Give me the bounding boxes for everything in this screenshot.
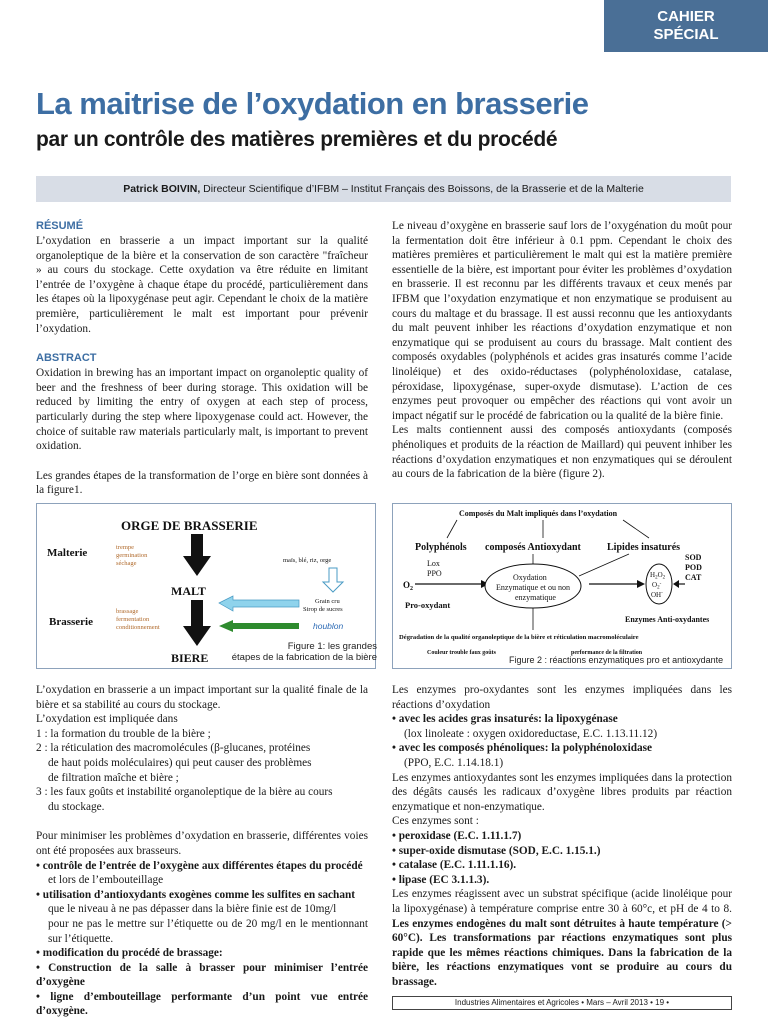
right-column-top	[392, 219, 732, 482]
fig2-antioxydant: composés Antioxydant	[485, 542, 581, 553]
fig2-pod: POD	[685, 563, 702, 572]
fig1-arrow-adjunct-down	[323, 568, 343, 592]
lower-right-p4d: chimiques. Dans la fabrication de la bière, les réactions enzymatiques vont se produire au cours du brassage.	[392, 946, 733, 988]
fig2-oh: OH-	[651, 591, 663, 599]
resume-heading: RÉSUMÉ	[36, 220, 84, 232]
lower-left-b4: • Construction de la salle à brasser pour minimiser l’entrée d’oxygène	[36, 961, 368, 989]
lower-right-z4: • lipase (EC 3.1.1.3).	[392, 873, 490, 886]
fig1-brasserie: Brasserie	[49, 616, 93, 628]
fig1-arrow-light	[219, 596, 299, 611]
lower-right-e1s: (lox linoleate : oxygen oxidoreductase, E.C. 1.13.11.12)	[404, 727, 658, 740]
lower-left-b5: • ligne d’embouteillage performante d’un point vue entrée d’oxygène.	[36, 990, 368, 1018]
lower-right-e2: • avec les composés phénoliques: la polyphénoloxidase	[392, 742, 653, 755]
fig2-oval-line1: Oxydation	[513, 573, 547, 582]
fig2-bottom2: performance de la filtration	[571, 650, 643, 656]
lower-left-b1a: • contrôle de l’entrée de l’oxygène aux différentes étapes du procédé	[36, 859, 363, 872]
fig2-anti-oxydantes: Enzymes Anti-oxydantes	[625, 615, 710, 624]
fig2-cat: CAT	[685, 573, 702, 582]
lower-right-p3: Ces enzymes sont :	[392, 815, 479, 828]
article-title: La maitrise de l’oxydation en brasserie	[36, 86, 589, 121]
lower-left-l2a: 2 : la réticulation des macromolécules (β-glucanes, protéines	[36, 742, 311, 755]
left-column-top	[36, 219, 368, 498]
fig2-degradation: Dégradation de la qualité organoleptique de la bière et réticulation macromoléculaire	[399, 634, 639, 641]
lower-right-z2: • super-oxide dismutase (SOD, E.C. 1.15.1.)	[392, 844, 601, 857]
lower-right-e2s: (PPO, E.C. 1.14.18.1)	[404, 756, 504, 769]
fig1-adjuncts: maïs, blé, riz, orge	[283, 557, 332, 564]
fig2-arrow-ros-head	[637, 580, 645, 588]
fig2-o2minus-symbol: O	[652, 581, 658, 589]
fig1-biere: BIERE	[171, 651, 209, 665]
lower-left-l3a: 3 : les faux goûts et instabilité organoleptique de la bière au cours	[36, 786, 333, 799]
fig1-arrow-down-2	[183, 600, 211, 646]
fig1-step-trempe: trempe	[116, 544, 135, 551]
figure2-box	[392, 503, 732, 669]
fig1-caption-2	[217, 652, 377, 663]
lower-right-e1: • avec les acides gras insaturés: la lipoxygénase	[392, 713, 618, 726]
lower-right-p4b: Les enzymes endogènes du malt sont détruites à haute température (> 60°C). Les transformations par	[392, 917, 732, 945]
fig1-step-conditionnement: conditionnement	[116, 624, 160, 631]
article-subtitle: par un contrôle des matières premières et du procédé	[36, 128, 558, 151]
right-column-bottom	[392, 683, 732, 989]
right-para2: Les malts contiennent aussi des composés antioxydants (composés phénoliques et produits de la réaction de Maillard) qui peuvent inhiber les réactions d’oxydation enzymatiques et non enzymatiques qui se déroulent au cours de la fabrication de la bière (figure 2).	[392, 424, 732, 481]
fig2-pro-oxydant: Pro-oxydant	[405, 600, 451, 610]
lower-right-p4c: réactions enzymatiques sont plus rapide que les mêmes réactions	[392, 932, 732, 959]
fig2-sod: SOD	[685, 553, 702, 562]
cahier-label: CAHIER	[657, 8, 715, 25]
fig1-title: ORGE DE BRASSERIE	[121, 518, 258, 533]
lower-left-p1: L’oxydation en brasserie a un impact important sur la qualité finale de la bière et sa stabilité au cours du stockage.	[36, 684, 368, 711]
fig2-lox: Lox	[427, 559, 440, 568]
resume-text: L’oxydation en brasserie a un impact important sur la qualité organoleptique de la bière et la conservation de son caractère "fraîcheur » au cours du stockage. Cette oxydation va être réduite en limitant l’entrée de l’oxygène à chaque étape du procédé, particulièrement dans les étapes où la lipoxygénase peut agir. Cependant le choix de la matière première, particulièrement le malt est important pour prévenir l’oxydation.	[36, 235, 368, 335]
lower-left-b3: • modification du procédé de brassage:	[36, 947, 223, 960]
figure2-diagram	[393, 504, 731, 668]
cahier-special-badge	[604, 0, 768, 52]
fig1-houblon: houblon	[313, 621, 344, 631]
fig2-oval-line3: enzymatique	[515, 593, 556, 602]
fig1-step-fermentation: fermentation	[116, 616, 150, 623]
fig1-grain-line1: Grain cru	[315, 598, 340, 605]
fig2-caption: Figure 2 : réactions enzymatiques pro et antioxydante	[509, 655, 724, 665]
lower-left-l2c: de filtration maîche et bière ;	[48, 771, 179, 784]
lower-right-z3: • catalase (E.C. 1.11.1.16).	[392, 859, 517, 872]
fig1-caption-line2: étapes de la fabrication de la bière	[231, 652, 377, 663]
lower-right-p4	[392, 887, 732, 989]
lower-left-l3b: du stockage.	[48, 800, 105, 813]
fig2-title: Composés du Malt impliqués dans l’oxydation	[459, 509, 618, 518]
fig2-ppo: PPO	[427, 569, 442, 578]
author-affiliation: Directeur Scientifique d’IFBM – Institut Français des Boissons, de la Brasserie et de la Malterie	[200, 183, 644, 195]
fig2-polyphenols: Polyphénols	[415, 542, 467, 553]
lower-left-p3: Pour minimiser les problèmes d’oxydation en brasserie, différentes voies ont été proposées aux brasseurs.	[36, 830, 368, 857]
lower-right-p1: Les enzymes pro-oxydantes sont les enzymes impliquées dans les réactions d’oxydation	[392, 684, 732, 711]
fig1-malterie: Malterie	[47, 547, 88, 559]
abstract-text: Oxidation in brewing has an important impact on organoleptic quality of beer and the freshness of beer during storage. This oxidation will be reduced by limiting the entry of oxygen at each step of process, particularly during the step where lipoxygenase could act. However, the choice of suitable raw materials particularly malt, is important to prevent oxidation.	[36, 367, 368, 453]
fig2-o2-symbol: O	[403, 580, 411, 590]
page-footer: Industries Alimentaires et Agricoles • Mars – Avril 2013 • 19 •	[392, 996, 732, 1010]
fig1-grain-line2: Sirop de sucres	[303, 606, 343, 613]
right-para1: Le niveau d’oxygène en brasserie sauf lors de l’oxygénation du moût pour la fermentation doit être inférieur à 0.1 ppm. Cependant le choix des matières premières et particulièrement le malt qui est la matière première essentielle de la bière, est important pour éviter les problèmes d’oxydation en brasserie. Il est reconnu par les différents travaux et ceux menés par IFBM que l’oxydation enzymatique et non enzymatique se produisent au cours du maltage et du brassage. Il est aussi reconnu que les antioxydants du malt peuvent inhiber les réactions d’oxydation enzymatique et non enzymatique qui se produisent au cours du brassage. Malt contient des composés oxydables (polyphénols et acides gras insaturés comme l’acide linoléique) et des oxido-réductases (polyphénoloxidase, catalase, péroxidase, lipoxygénase, super-oxyde dismutase). L’action de ces enzymes peut provoquer ou empêcher des réactions qui vont avoir un impact négatif sur le procédé de fabrication ou la qualité de la bière finie.	[392, 220, 732, 422]
lower-right-p4a: Les enzymes réagissent avec un substrat spécifique (acide linoléique pour la lipoxygénase) à température comprise entre 30 à 60°c, et pH de 4 to 8.	[392, 888, 732, 915]
lower-right-z1: • peroxidase (E.C. 1.11.1.7)	[392, 829, 522, 842]
lower-right-p2: Les enzymes antioxydantes sont les enzymes impliquées dans la protection des dégâts causés les radicaux d’oxygène libres produits par réaction enzymatique et non-enzymatique.	[392, 771, 732, 813]
figure1-box	[36, 503, 376, 669]
author-bar	[36, 176, 731, 202]
author-name: Patrick BOIVIN,	[123, 183, 201, 195]
lower-left-p2: L’oxydation est impliquée dans	[36, 713, 178, 726]
fig2-oh-symbol: OH	[651, 591, 662, 599]
lower-left-b2a: • utilisation d’antioxydants exogènes comme les sulfites en sachant	[36, 888, 356, 901]
fig2-h2o2-symbol: H	[650, 571, 656, 579]
lower-left-b2b: que le niveau à ne pas dépasser dans la bière finie est de 10mg/l	[48, 903, 337, 916]
lower-left-l2b: de haut poids moléculaires) qui peut causer des problèmes	[48, 756, 312, 769]
fig2-o2minus: $O_2^-$	[652, 581, 662, 591]
fig1-malt: MALT	[171, 584, 206, 598]
fig2-line-lipides-oval	[579, 554, 629, 576]
fig2-lipides: Lipides insaturés	[607, 542, 681, 553]
fig2-arrow-enzymes-head	[673, 580, 679, 588]
intro-figure1: Les grandes étapes de la transformation de l’orge en bière sont données à la figure1.	[36, 469, 368, 497]
left-column-bottom	[36, 683, 368, 1019]
lower-left-b1b: et lors de l’embouteillage	[48, 874, 164, 887]
fig1-caption	[283, 641, 377, 652]
fig2-title-line-left	[447, 520, 457, 538]
abstract-heading: ABSTRACT	[36, 352, 97, 365]
fig1-caption-line1: Figure 1: les grandes	[287, 641, 377, 652]
fig1-arrow-down-1	[183, 534, 211, 576]
fig2-h2o2: $H_2O_2$	[650, 571, 666, 581]
fig1-step-sechage: séchage	[116, 560, 137, 567]
fig1-step-germination: germination	[116, 552, 148, 559]
fig1-arrow-green	[219, 620, 299, 632]
fig2-oval-line2: Enzymatique et ou non	[496, 583, 570, 592]
fig1-step-brassage: brassage	[116, 608, 139, 615]
lower-left-l1: 1 : la formation du trouble de la bière ;	[36, 727, 211, 740]
fig2-bottom1: Couleur trouble faux goûts	[427, 650, 496, 656]
fig2-o2: $O_2$	[403, 580, 414, 592]
lower-left-b2c: pour ne pas le mettre sur l’étiquette ou de 20 mg/l en le mentionnant sur l’étiquette.	[48, 917, 368, 945]
special-label: SPÉCIAL	[653, 26, 719, 43]
fig2-title-line-right	[623, 520, 649, 538]
